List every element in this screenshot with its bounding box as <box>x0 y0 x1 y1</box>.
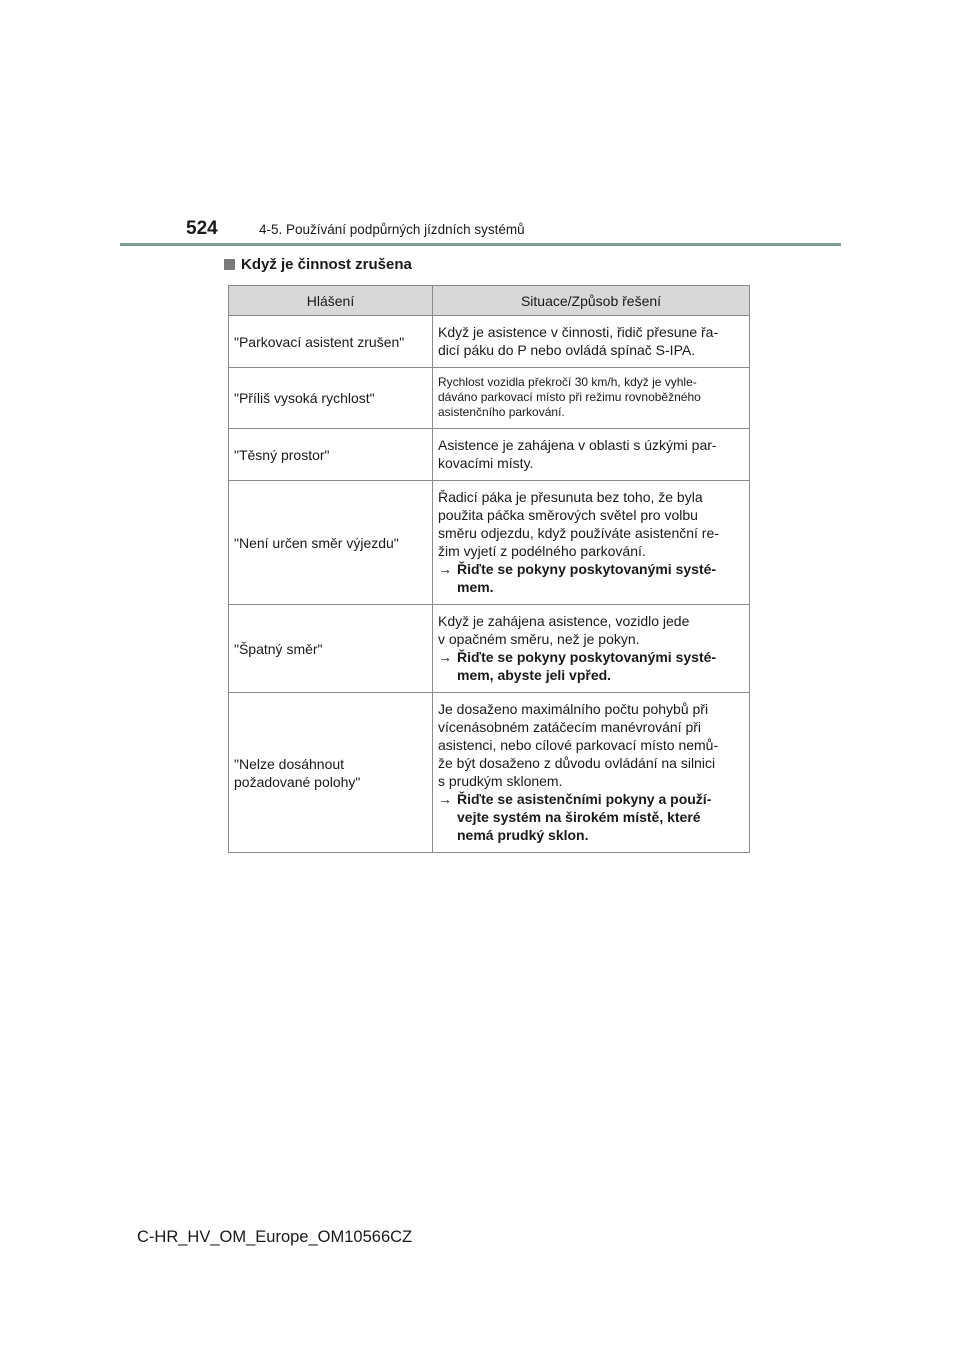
column-header-message: Hlášení <box>229 286 433 316</box>
section-heading <box>224 256 412 273</box>
solution-text: Řadicí páka je přesunuta bez toho, že byla použita páčka směrových světel pro volbu směru odjezdu, když používáte asistenční re- žim vyjetí z podélného parkování. <box>438 489 719 559</box>
message-cell: "Špatný směr" <box>229 605 433 693</box>
page-number: 524 <box>186 218 218 239</box>
column-header-solution: Situace/Způsob řešení <box>433 286 750 316</box>
message-cell: "Není určen směr výjezdu" <box>229 481 433 605</box>
table-row <box>229 481 750 605</box>
action-line <box>438 790 743 844</box>
square-bullet-icon <box>224 259 235 270</box>
action-line <box>438 560 743 596</box>
message-cell: "Těsný prostor" <box>229 429 433 481</box>
chapter-title: 4-5. Používání podpůrných jízdních systémů <box>259 222 525 237</box>
table-row <box>229 368 750 429</box>
table-row <box>229 605 750 693</box>
solution-text: Když je zahájena asistence, vozidlo jede v opačném směru, než je pokyn. <box>438 613 690 647</box>
message-cell: "Parkovací asistent zrušen" <box>229 316 433 368</box>
table-row <box>229 693 750 853</box>
arrow-right-icon: → <box>438 561 452 577</box>
arrow-right-icon: → <box>438 791 452 807</box>
message-cell: "Nelze dosáhnout požadované polohy" <box>229 693 433 853</box>
solution-cell: Když je asistence v činnosti, řidič přesune řa- dicí páku do P nebo ovládá spínač S-IPA. <box>433 316 750 368</box>
solution-cell <box>433 605 750 693</box>
table-header-row <box>229 286 750 316</box>
action-text: Řiďte se pokyny poskytovanými systé- mem, abyste jeli vpřed. <box>457 649 717 683</box>
solution-cell <box>433 693 750 853</box>
solution-text: Je dosaženo maximálního počtu pohybů při vícenásobném zatáčecím manévrování při asistenci, nebo cílové parkovací místo nemů- že být dosaženo z důvodu ovládání na silnici s prudkým sklonem. <box>438 701 719 789</box>
solution-cell: Asistence je zahájena v oblasti s úzkými par- kovacími místy. <box>433 429 750 481</box>
action-line <box>438 648 743 684</box>
messages-table <box>228 285 750 853</box>
message-cell: "Příliš vysoká rychlost" <box>229 368 433 429</box>
action-text: Řiďte se asistenčními pokyny a použí- vejte systém na širokém místě, které nemá prudký sklon. <box>457 791 712 843</box>
table-row <box>229 429 750 481</box>
solution-cell: Rychlost vozidla překročí 30 km/h, když je vyhle- dáváno parkovací místo při režimu rovnoběžného asistenčního parkování. <box>433 368 750 429</box>
section-heading-text: Když je činnost zrušena <box>241 256 412 273</box>
table-row <box>229 316 750 368</box>
header-divider <box>120 243 841 246</box>
solution-cell <box>433 481 750 605</box>
document-code: C-HR_HV_OM_Europe_OM10566CZ <box>137 1228 413 1246</box>
arrow-right-icon: → <box>438 649 452 665</box>
action-text: Řiďte se pokyny poskytovanými systé- mem. <box>457 561 717 595</box>
